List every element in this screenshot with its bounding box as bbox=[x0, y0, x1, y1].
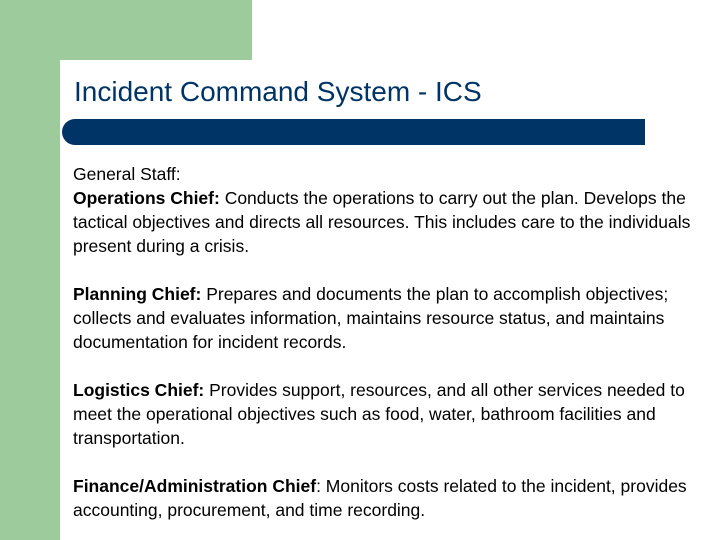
finance-chief-label: Finance/Administration Chief bbox=[73, 476, 317, 496]
finance-paragraph bbox=[73, 474, 713, 522]
general-staff-heading: General Staff: bbox=[73, 164, 181, 184]
operations-paragraph bbox=[73, 162, 713, 258]
slide-title: Incident Command System - ICS bbox=[74, 76, 482, 107]
slide-body bbox=[73, 162, 713, 522]
planning-paragraph bbox=[73, 282, 713, 354]
operations-chief-text: Conducts the operations to carry out the plan. Develops the tactical objectives and directs all resources. This includes care to the individuals present during a crisis. bbox=[73, 188, 691, 256]
logistics-chief-label: Logistics Chief: bbox=[73, 380, 205, 400]
title-underline-bar bbox=[62, 119, 645, 145]
green-side-band bbox=[0, 0, 60, 540]
planning-chief-text: Prepares and documents the plan to accomplish objectives; collects and evaluates information, maintains resource status, and maintains documentation for incident records. bbox=[73, 284, 669, 352]
logistics-paragraph bbox=[73, 378, 713, 450]
planning-chief-label: Planning Chief: bbox=[73, 284, 202, 304]
operations-chief-label: Operations Chief: bbox=[73, 188, 220, 208]
finance-chief-text: : Monitors costs related to the incident, provides accounting, procurement, and time recording. bbox=[73, 476, 687, 520]
logistics-chief-text: Provides support, resources, and all other services needed to meet the operational objectives such as food, water, bathroom facilities and transportation. bbox=[73, 380, 685, 448]
green-top-band bbox=[0, 0, 252, 60]
